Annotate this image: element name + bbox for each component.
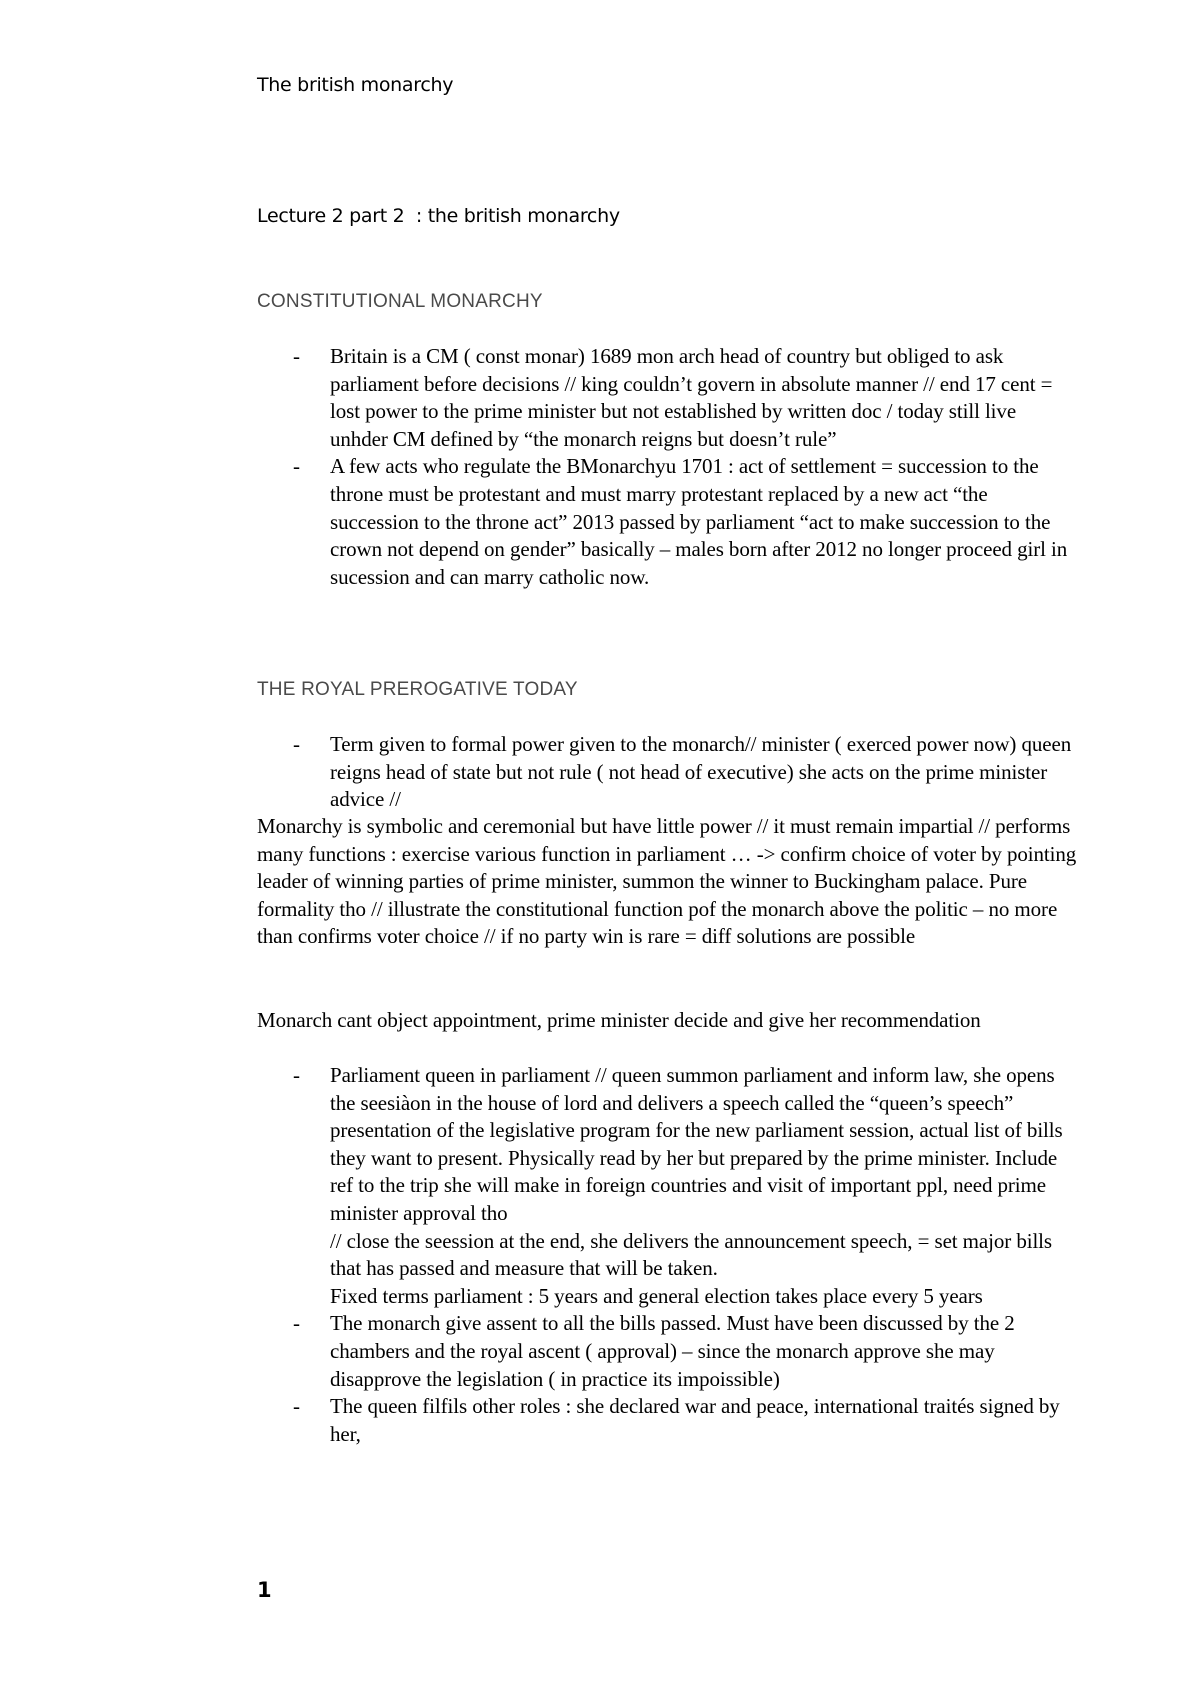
bullet-dash: - (293, 1394, 300, 1419)
bullet-dash: - (293, 1311, 300, 1336)
list-item (257, 1310, 1077, 1393)
section-heading-constitutional-monarchy: CONSTITUTIONAL MONARCHY (257, 291, 543, 312)
constitutional-monarchy-list (257, 343, 1077, 591)
list-item-text: The monarch give assent to all the bills passed. Must have been discussed by the 2 chambers and the royal ascent ( approval) – since the monarch approve she may disapprove the legislation ( in practice its impoissible) (330, 1311, 1015, 1391)
list-item-text: The queen filfils other roles : she declared war and peace, international traités signed by her, (330, 1394, 1060, 1446)
list-item (257, 1062, 1077, 1310)
document-header: The british monarchy (257, 74, 454, 96)
lecture-title: Lecture 2 part 2 : the british monarchy (257, 205, 620, 227)
list-item-text: A few acts who regulate the BMonarchyu 1701 : act of settlement = succession to the throne must be protestant and must marry protestant replaced by a new act “the succession to the throne act” 2013 passed by parliament “act to make succession to the crown not depend on gender” basically – males born after 2012 no longer proceed girl in sucession and can marry catholic now. (330, 454, 1068, 589)
list-item-continuation: Fixed terms parliament : 5 years and general election takes place every 5 years (330, 1283, 983, 1308)
bullet-dash: - (293, 344, 300, 368)
list-item (257, 1393, 1077, 1448)
paragraph: Monarch cant object appointment, prime minister decide and give her recommendation (257, 1008, 981, 1032)
list-item (257, 453, 1077, 591)
list-item-text: Parliament queen in parliament // queen summon parliament and inform law, she opens the seesiàon in the house of lord and delivers a speech called the “queen’s speech” presentation of the legislative program for the new parliament session, actual list of bills they want to present. Physically read by her but prepared by the prime minister. Include ref to the trip she will make in foreign countries and visit of important ppl, need prime minister approval tho (330, 1063, 1063, 1225)
page-number: 1 (257, 1578, 272, 1602)
list-item-text: Term given to formal power given to the monarch// minister ( exerced power now) queen reigns head of state but not rule ( not head of executive) she acts on the prime minister advice // (330, 732, 1072, 812)
section-heading-royal-prerogative: THE ROYAL PREROGATIVE TODAY (257, 679, 578, 700)
list-item-continuation: // close the seession at the end, she delivers the announcement speech, = set major bills that has passed and measure that will be taken. (330, 1228, 1052, 1281)
bullet-dash: - (293, 1063, 300, 1087)
royal-prerogative-list (257, 731, 1077, 814)
list-item (257, 731, 1077, 814)
list-item (257, 343, 1077, 453)
paragraph: Monarchy is symbolic and ceremonial but have little power // it must remain impartial // performs many functions : exercise various function in parliament … -> confirm choice of voter by pointing leader of winning parties of prime minister, summon the winner to Buckingham palace. Pure formality tho // illustrate the constitutional function pof the monarch above the politic – no more than confirms voter choice // if no party win is rare = diff solutions are possible (257, 814, 1077, 949)
parliament-roles-list (257, 1062, 1077, 1448)
list-item-text: Britain is a CM ( const monar) 1689 mon arch head of country but obliged to ask parliament before decisions // king couldn’t govern in absolute manner // end 17 cent = lost power to the prime minister but not established by written doc / today still live unhder CM defined by “the monarch reigns but doesn’t rule” (330, 344, 1053, 451)
bullet-dash: - (293, 454, 300, 479)
bullet-dash: - (293, 732, 300, 756)
